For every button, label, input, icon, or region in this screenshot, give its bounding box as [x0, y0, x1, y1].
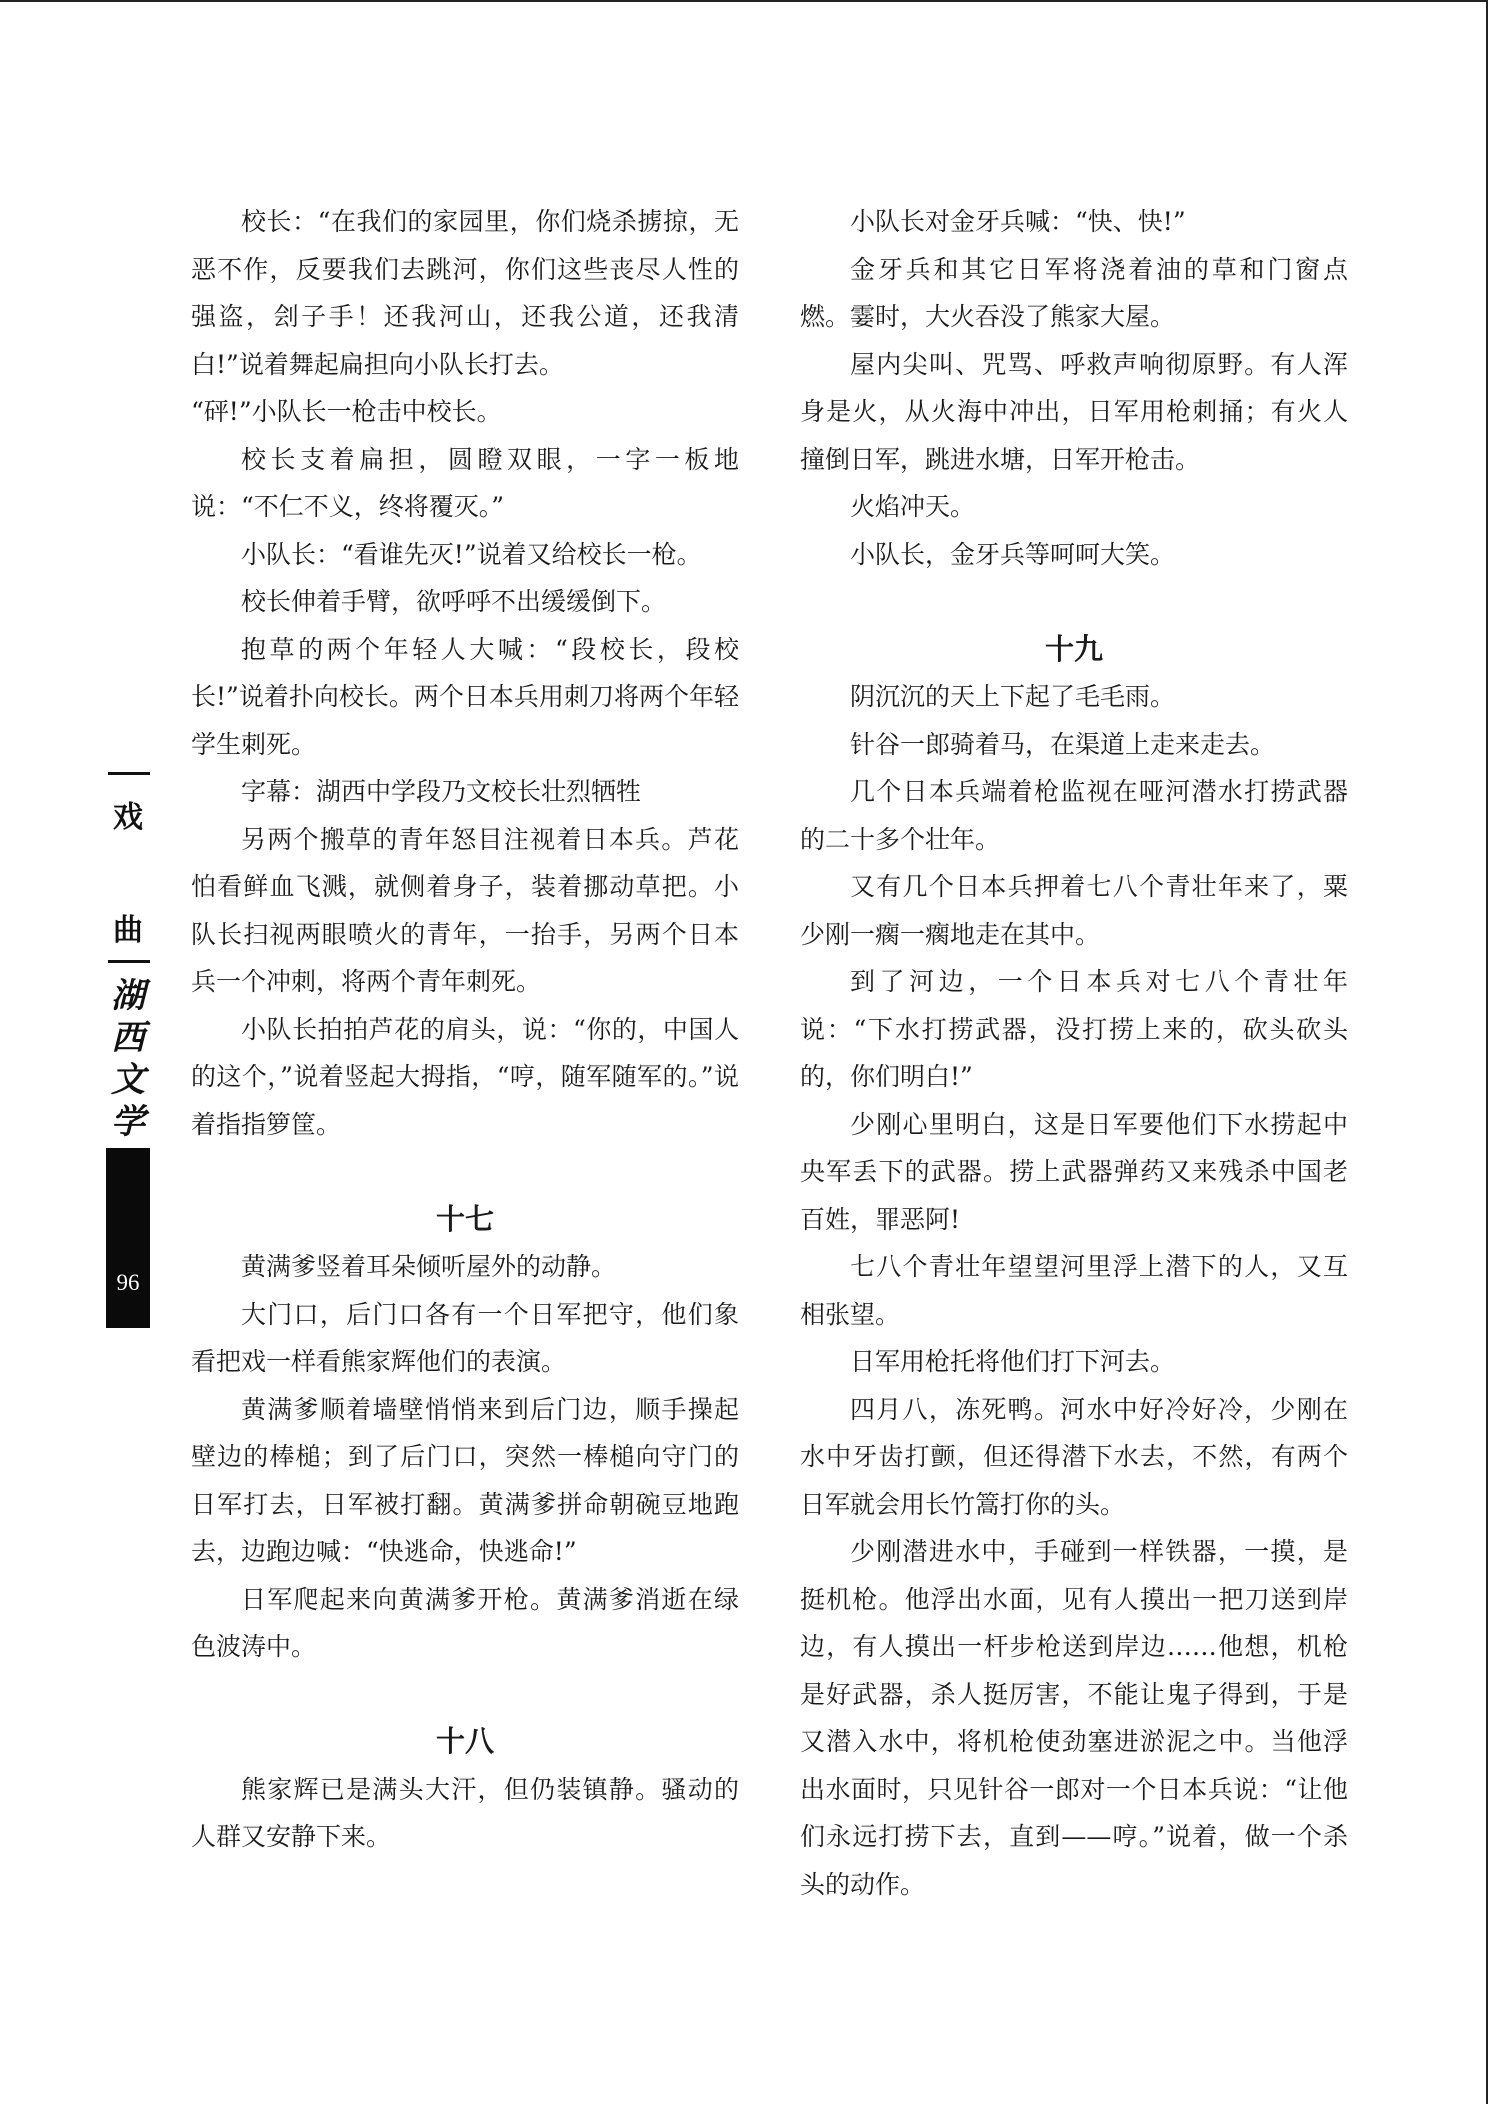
paragraph: 校长支着扁担，圆瞪双眼，一字一板地说：“不仁不义，终将覆灭。”: [191, 444, 739, 521]
paragraph: 到了河边，一个日本兵对七八个青壮年说：“下水打捞武器，没打捞上来的，砍头砍头的，你们明白!”: [800, 967, 1348, 1091]
paragraph: 大门口，后门口各有一个日军把守，他们象看把戏一样看熊家辉他们的表演。: [191, 1299, 739, 1376]
paragraph: 阴沉沉的天上下起了毛毛雨。: [850, 682, 1176, 711]
paragraph: 日军爬起来向黄满爹开枪。黄满爹消逝在绿色波涛中。: [191, 1584, 739, 1661]
journal-char: 文: [111, 1060, 145, 1100]
paragraph: 四月八，冻死鸭。河水中好冷好冷，少刚在水中牙齿打颤，但还得潜下水去，不然，有两个日军就会用长竹篙打你的头。: [800, 1394, 1348, 1519]
page-border-top: [0, 0, 1488, 2]
sidebar-section-char-2: 曲: [113, 913, 143, 948]
page-number-block: [106, 1148, 150, 1328]
journal-char: 湖: [111, 976, 145, 1016]
page-number: 96: [116, 1270, 140, 1295]
paragraph: 少刚心里明白，这是日军要他们下水捞起中央军丢下的武器。捞上武器弹药又来残杀中国老百姓，罪恶阿!: [800, 1109, 1348, 1234]
paragraph: 又有几个日本兵押着七八个青壮年来了，粟少刚一瘸一瘸地走在其中。: [800, 872, 1348, 949]
paragraph: 日军用枪托将他们打下河去。: [850, 1347, 1176, 1376]
left-text-column: [191, 198, 739, 1861]
paragraph: 少刚潜进水中，手碰到一样铁器，一摸，是挺机枪。他浮出水面，见有人摸出一把刀送到岸边，有人摸出一杆步枪送到岸边……他想，机枪是好武器，杀人挺厉害，不能让鬼子得到，于是又潜入水中，将机枪使劲塞进淤泥之中。当他浮出水面时，只见针谷一郎对一个日本兵说：“让他们永远打捞下去，直到——哼。”说着，做一个杀头的动作。: [800, 1537, 1348, 1899]
paragraph: 小队长：“看谁先灭!”说着又给校长一枪。: [241, 539, 702, 569]
paragraph: 字幕：湖西中学段乃文校长壮烈牺牲: [241, 777, 642, 806]
paragraph: 校长：“在我们的家园里，你们烧杀掳掠，无恶不作，反要我们去跳河，你们这些丧尽人性的强盗，刽子手！还我河山，还我公道，还我清白!”说着舞起扁担向小队长打去。: [191, 207, 739, 379]
paragraph: 几个日本兵端着枪监视在哑河潜水打捞武器的二十多个壮年。: [800, 777, 1348, 854]
sidebar-rule-top: [108, 772, 150, 775]
paragraph: 屋内尖叫、咒骂、呼救声响彻原野。有人浑身是火，从火海中冲出，日军用枪刺捅；有火人撞倒日军，跳进水塘，日军开枪击。: [800, 349, 1348, 474]
paragraph: 小队长，金牙兵等呵呵大笑。: [850, 539, 1176, 569]
paragraph: 小队长对金牙兵喊：“快、快!”: [850, 207, 1186, 236]
paragraph: 另两个搬草的青年怒目注视着日本兵。芦花怕看鲜血飞溅，就侧着身子，装着挪动草把。小队长扫视两眼喷火的青年，一抬手，另两个日本兵一个冲刺，将两个青年刺死。: [191, 824, 739, 996]
paragraph: 抱草的两个年轻人大喊：“段校长，段校长!”说着扑向校长。两个日本兵用刺刀将两个年轻学生刺死。: [191, 634, 739, 759]
section-heading: 十七: [435, 1201, 494, 1236]
paragraph: 黄满爹顺着墙壁悄悄来到后门边，顺手操起壁边的棒槌；到了后门口，突然一棒槌向守门的日军打去，日军被打翻。黄满爹拼命朝碗豆地跑去，边跑边喊：“快逃命，快逃命!”: [191, 1394, 739, 1566]
paragraph: “砰!”小队长一枪击中校长。: [191, 397, 502, 426]
sidebar-section-char-1: 戏: [113, 800, 143, 835]
paragraph: 火焰冲天。: [850, 492, 976, 521]
paragraph: 校长伸着手臂，欲呼呼不出缓缓倒下。: [241, 587, 667, 616]
paragraph: 黄满爹竖着耳朵倾听屋外的动静。: [241, 1252, 617, 1281]
sidebar-rule-middle: [108, 960, 150, 963]
section-heading: 十九: [1044, 631, 1103, 666]
paragraph: 金牙兵和其它日军将浇着油的草和门窗点燃。霎时，大火吞没了熊家大屋。: [800, 254, 1348, 331]
section-heading: 十八: [435, 1724, 494, 1758]
paragraph: 熊家辉已是满头大汗，但仍装镇静。骚动的人群又安静下来。: [191, 1774, 739, 1851]
paragraph: 针谷一郎骑着马，在渠道上走来走去。: [850, 729, 1276, 759]
journal-char: 学: [111, 1102, 145, 1142]
paragraph: 小队长拍拍芦花的肩头，说：“你的，中国人的这个，”说着竖起大拇指，“哼，随军随军的。”说着指指箩筐。: [191, 1014, 739, 1139]
journal-char: 西: [111, 1018, 145, 1058]
paragraph: 七八个青壮年望望河里浮上潜下的人，又互相张望。: [800, 1252, 1348, 1329]
right-text-column: [800, 198, 1348, 1908]
